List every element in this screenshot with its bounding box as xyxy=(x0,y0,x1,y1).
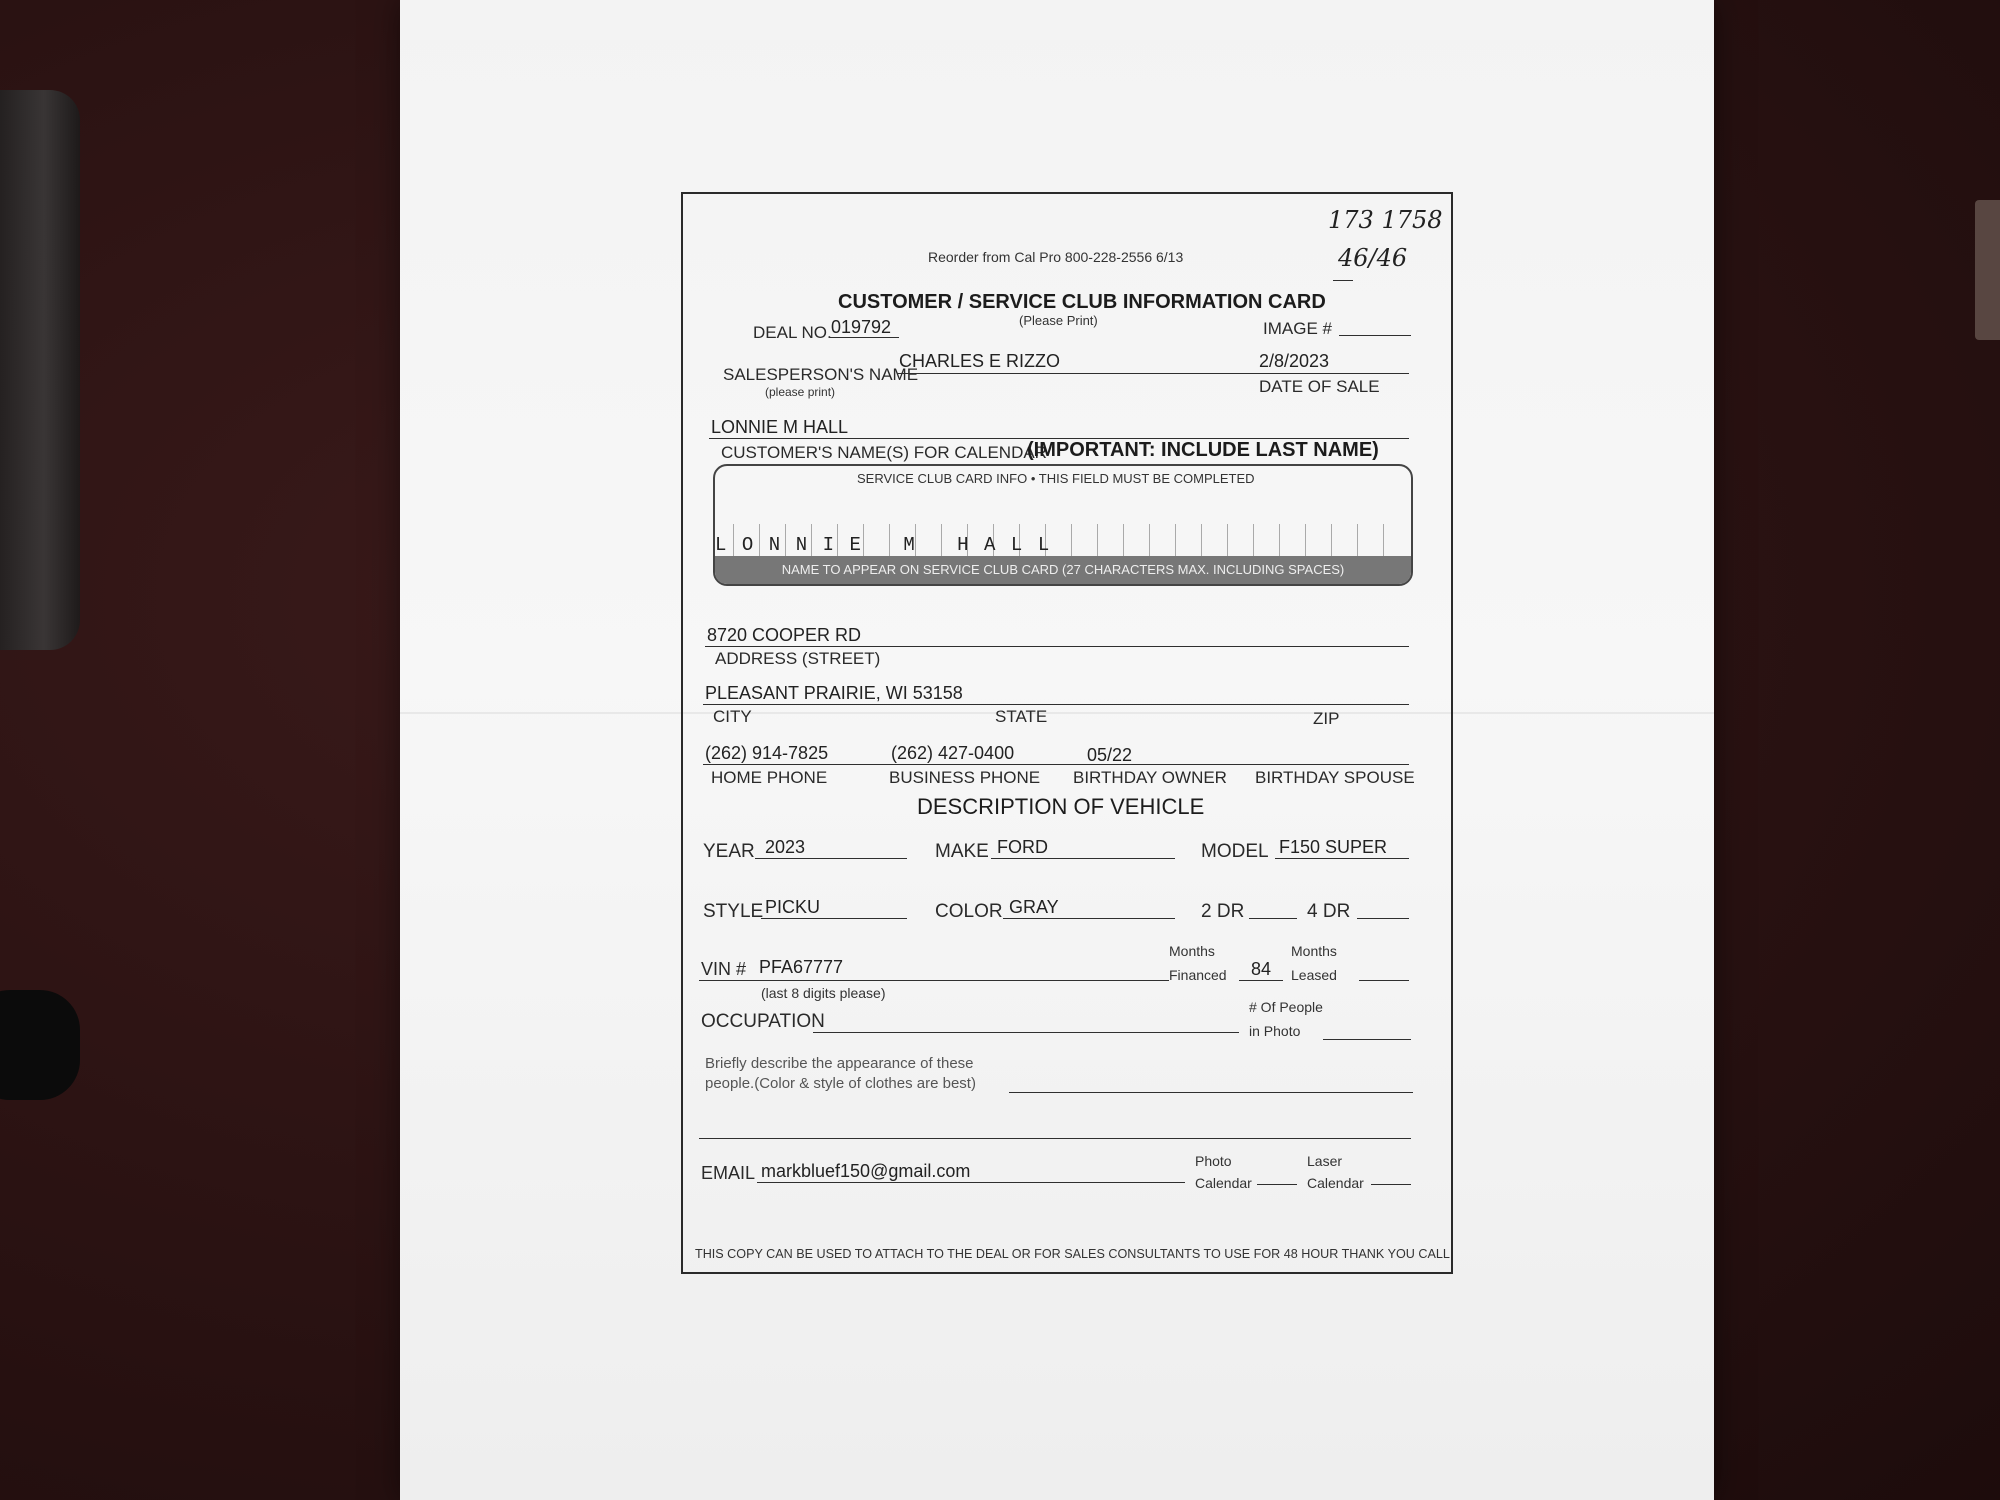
dark-object-left xyxy=(0,90,80,650)
important-note: (IMPORTANT: INCLUDE LAST NAME) xyxy=(1027,439,1379,461)
months-leased-label-top: Months xyxy=(1291,943,1337,959)
model-label: MODEL xyxy=(1201,841,1269,862)
date-of-sale-label: DATE OF SALE xyxy=(1259,377,1380,396)
birthday-spouse-label: BIRTHDAY SPOUSE xyxy=(1255,768,1415,787)
image-number-label: IMAGE # xyxy=(1263,319,1332,338)
in-photo-label: in Photo xyxy=(1249,1023,1301,1039)
email-value: markbluef150@gmail.com xyxy=(761,1161,971,1181)
year-value: 2023 xyxy=(765,837,806,857)
months-financed-label-top: Months xyxy=(1169,943,1215,959)
club-card-name-bar: NAME TO APPEAR ON SERVICE CLUB CARD (27 CHARACTERS MAX. INCLUDING SPACES) xyxy=(715,556,1411,584)
address-label: ADDRESS (STREET) xyxy=(715,649,881,668)
black-object xyxy=(0,990,80,1100)
customer-name-value: LONNIE M HALL xyxy=(711,417,849,437)
business-phone-label: BUSINESS PHONE xyxy=(889,768,1041,787)
please-print-note: (Please Print) xyxy=(1019,313,1098,328)
vin-sub-label: (last 8 digits please) xyxy=(761,985,886,1001)
address-value: 8720 COOPER RD xyxy=(707,625,862,645)
vin-label: VIN # xyxy=(701,959,747,979)
deal-no-label: DEAL NO. xyxy=(753,323,832,342)
city-state-zip-value: PLEASANT PRAIRIE, WI 53158 xyxy=(705,683,963,703)
salesperson-sub-label: (please print) xyxy=(765,385,836,399)
salesperson-label: SALESPERSON'S NAME xyxy=(723,365,919,384)
color-value: GRAY xyxy=(1009,897,1059,917)
vin-value: PFA67777 xyxy=(759,957,844,977)
home-phone-label: HOME PHONE xyxy=(711,768,828,787)
four-door-label: 4 DR xyxy=(1307,901,1351,922)
zip-label: ZIP xyxy=(1313,709,1340,728)
year-label: YEAR xyxy=(703,841,755,862)
style-value: PICKU xyxy=(765,897,821,917)
color-label: COLOR xyxy=(935,901,1003,922)
financed-label: Financed xyxy=(1169,967,1227,983)
describe-line-1: Briefly describe the appearance of these xyxy=(705,1055,974,1072)
vehicle-section-header: DESCRIPTION OF VEHICLE xyxy=(917,794,1205,819)
object-right-edge xyxy=(1975,200,2000,340)
make-value: FORD xyxy=(997,837,1048,857)
two-door-label: 2 DR xyxy=(1201,901,1245,922)
service-club-card xyxy=(681,192,1453,1274)
paper-sheet xyxy=(400,0,1714,1500)
service-club-box xyxy=(713,464,1413,586)
reorder-text: Reorder from Cal Pro 800-228-2556 6/13 xyxy=(928,249,1184,265)
email-label: EMAIL xyxy=(701,1163,756,1183)
club-card-name: LONNIE M HALL xyxy=(715,534,1065,556)
handwritten-fraction: 46/46 xyxy=(1338,244,1408,272)
occupation-label: OCCUPATION xyxy=(701,1011,825,1032)
make-label: MAKE xyxy=(935,841,989,862)
birthday-owner-label: BIRTHDAY OWNER xyxy=(1073,768,1227,787)
card-title: CUSTOMER / SERVICE CLUB INFORMATION CARD xyxy=(838,291,1326,313)
card-footer-note: THIS COPY CAN BE USED TO ATTACH TO THE DEAL OR FOR SALES CONSULTANTS TO USE FOR 48 HOUR THANK YOU CALL xyxy=(695,1247,1450,1261)
salesperson-value: CHARLES E RIZZO xyxy=(899,351,1061,371)
home-phone-value: (262) 914-7825 xyxy=(705,743,829,763)
photo-label: Photo xyxy=(1195,1153,1232,1169)
customer-name-label: CUSTOMER'S NAME(S) FOR CALENDAR xyxy=(721,443,1047,462)
state-label: STATE xyxy=(995,707,1048,726)
business-phone-value: (262) 427-0400 xyxy=(891,743,1015,763)
describe-line-2: people.(Color & style of clothes are best) xyxy=(705,1075,976,1092)
birthday-owner-value: 05/22 xyxy=(1087,745,1133,765)
months-financed-value: 84 xyxy=(1251,959,1272,979)
photo-calendar-label: Calendar xyxy=(1195,1175,1252,1191)
style-label: STYLE xyxy=(703,901,764,922)
laser-label: Laser xyxy=(1307,1153,1343,1169)
city-label: CITY xyxy=(713,707,752,726)
club-info-label: SERVICE CLUB CARD INFO • THIS FIELD MUST BE COMPLETED xyxy=(857,471,1255,486)
people-count-label: # Of People xyxy=(1249,999,1323,1015)
date-of-sale-value: 2/8/2023 xyxy=(1259,351,1330,371)
laser-calendar-label: Calendar xyxy=(1307,1175,1364,1191)
leased-label: Leased xyxy=(1291,967,1337,983)
deal-no-value: 019792 xyxy=(831,317,892,337)
model-value: F150 SUPER xyxy=(1279,837,1388,857)
handwritten-number: 173 1758 xyxy=(1328,206,1443,234)
